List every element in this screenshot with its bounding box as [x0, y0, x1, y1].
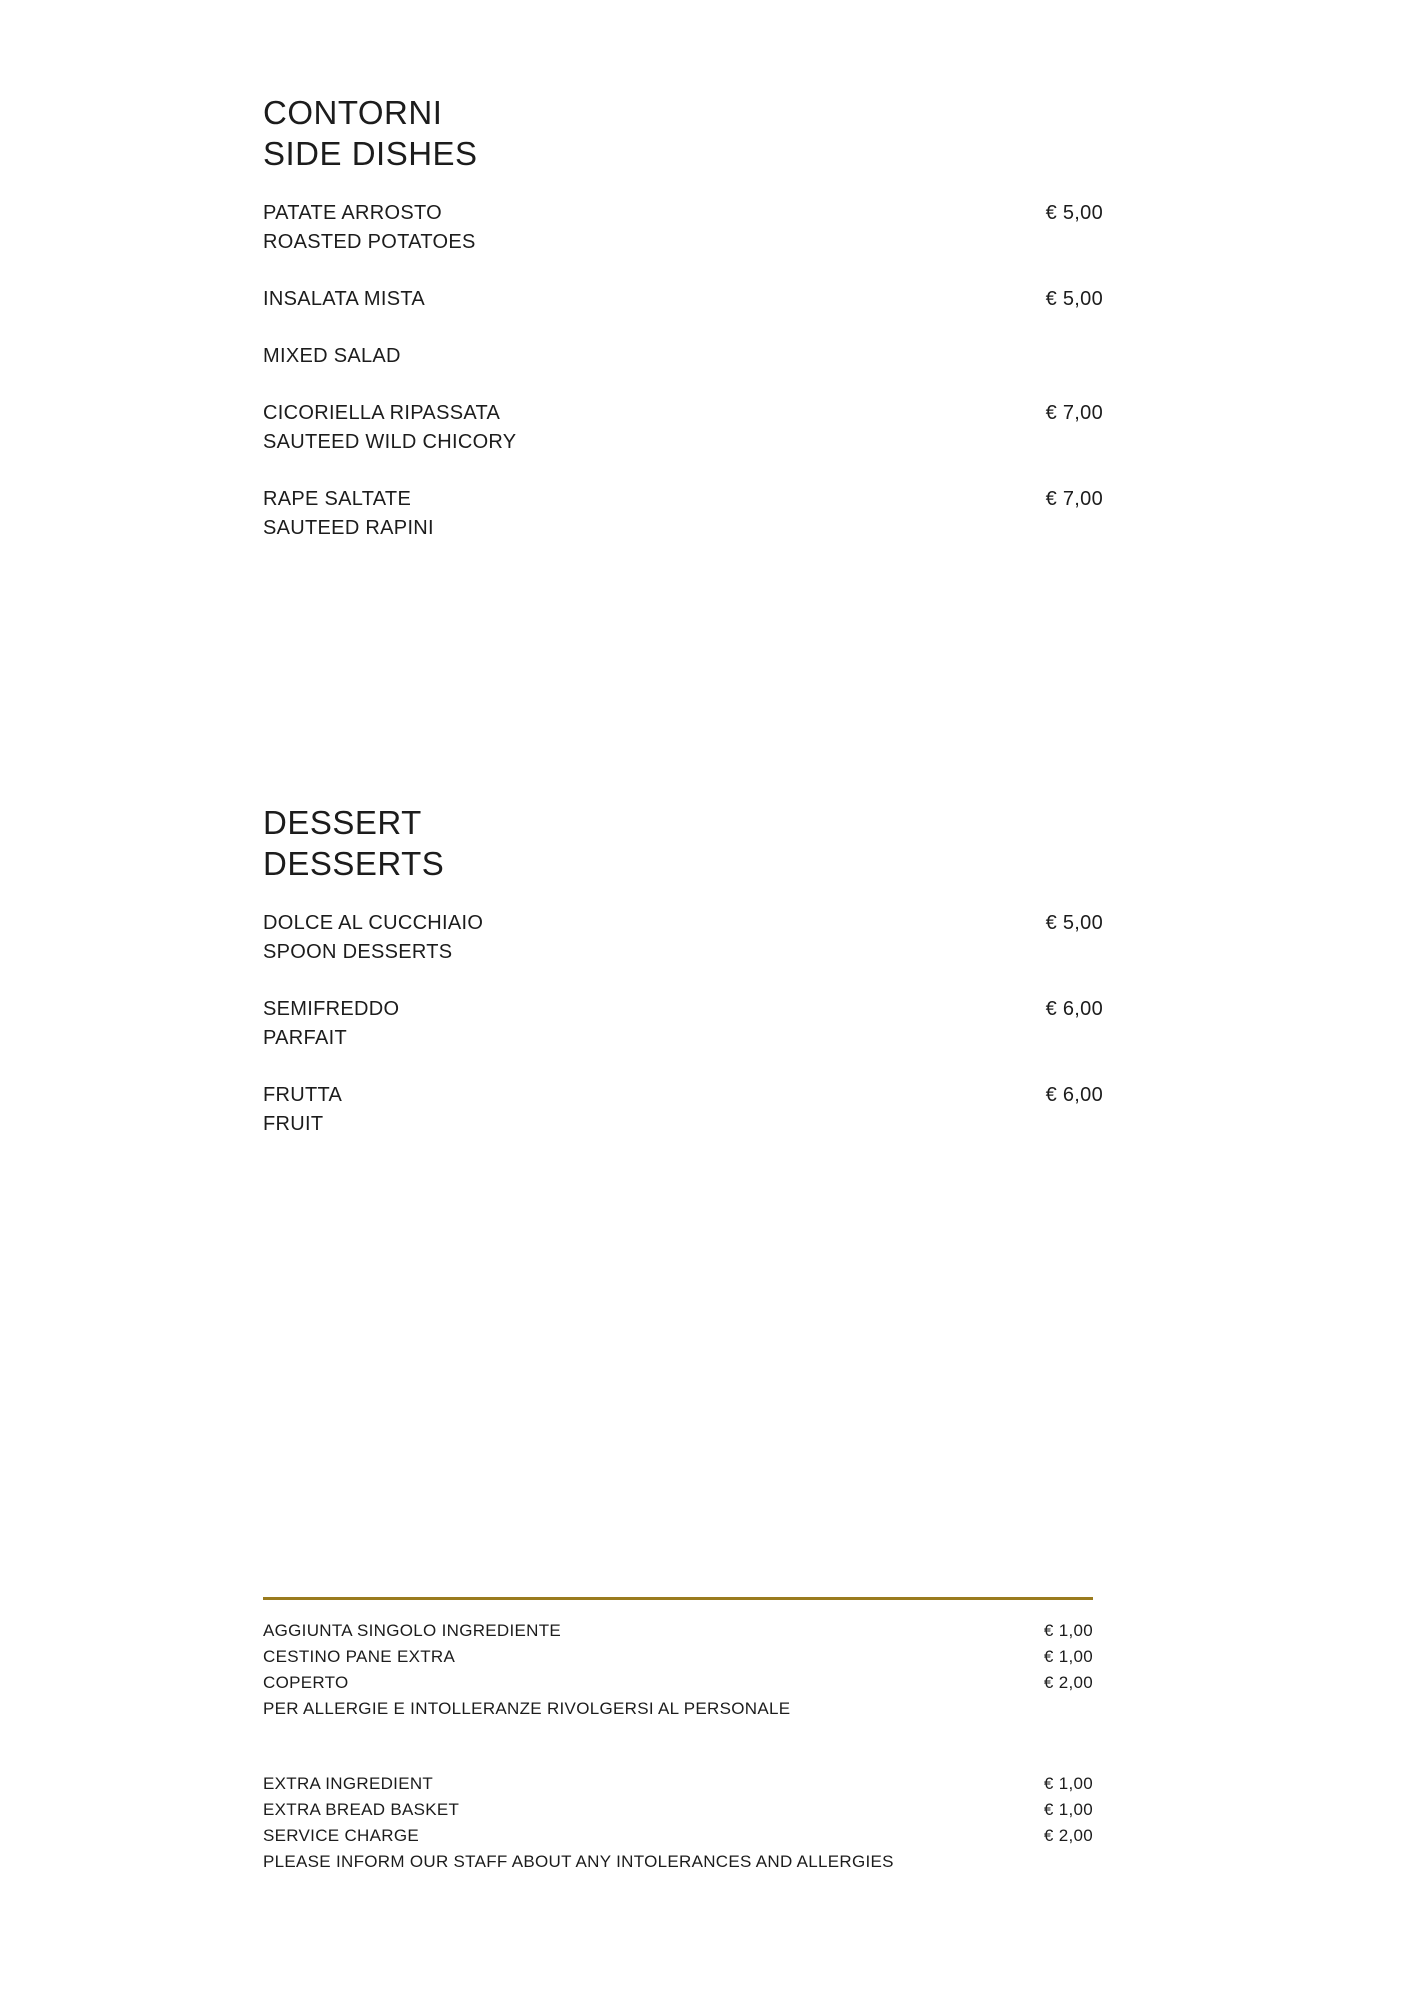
footer-label: EXTRA BREAD BASKET: [263, 1800, 460, 1819]
side-dishes-section: [263, 92, 1103, 539]
item-name-english: ROASTED POTATOES: [263, 231, 476, 253]
footer-label: SERVICE CHARGE: [263, 1826, 419, 1845]
item-name-italian: SEMIFREDDO: [263, 998, 400, 1020]
item-name-italian: PATATE ARROSTO: [263, 202, 443, 224]
item-name-english: FRUIT: [263, 1113, 324, 1135]
footer-row: [263, 1670, 1093, 1696]
section-title-english: SIDE DISHES: [263, 135, 478, 172]
menu-item: [263, 485, 1103, 543]
menu-item: [263, 1081, 1103, 1139]
item-name-italian: CICORIELLA RIPASSATA: [263, 402, 501, 424]
item-name-english: PARFAIT: [263, 1027, 347, 1049]
item-price: € 5,00: [1045, 288, 1103, 310]
footer-label: CESTINO PANE EXTRA: [263, 1647, 456, 1666]
item-price: € 6,00: [1045, 998, 1103, 1020]
section-title-italian: CONTORNI: [263, 94, 443, 131]
footer-price: € 2,00: [1043, 1826, 1093, 1845]
item-name-italian: RAPE SALTATE: [263, 488, 412, 510]
item-name-english: SAUTEED RAPINI: [263, 517, 434, 539]
footer-row: [263, 1771, 1093, 1797]
footer-label: AGGIUNTA SINGOLO INGREDIENTE: [263, 1621, 562, 1640]
desserts-section: [263, 802, 1103, 1135]
item-price: € 5,00: [1045, 912, 1103, 934]
footer-row: [263, 1644, 1093, 1670]
footer-label: COPERTO: [263, 1673, 349, 1692]
footer-label: EXTRA INGREDIENT: [263, 1774, 434, 1793]
item-name-italian: INSALATA MISTA: [263, 288, 426, 310]
allergy-note: PLEASE INFORM OUR STAFF ABOUT ANY INTOLERANCES AND ALLERGIES: [263, 1852, 894, 1871]
footer-english: [263, 1771, 1093, 1875]
menu-item: [263, 199, 1103, 257]
footer-price: € 2,00: [1043, 1673, 1093, 1692]
footer-price: € 1,00: [1043, 1800, 1093, 1819]
menu-item: [263, 909, 1103, 967]
footer-row: [263, 1797, 1093, 1823]
item-price: € 7,00: [1045, 402, 1103, 424]
footer-italian: [263, 1618, 1093, 1722]
item-name-italian: FRUTTA: [263, 1084, 343, 1106]
footer-price: € 1,00: [1043, 1647, 1093, 1666]
item-name-english: SPOON DESSERTS: [263, 941, 453, 963]
item-name-italian: DOLCE AL CUCCHIAIO: [263, 912, 484, 934]
footer-price: € 1,00: [1043, 1621, 1093, 1640]
item-name-english: MIXED SALAD: [263, 345, 401, 367]
menu-item: [263, 995, 1103, 1053]
allergy-note: PER ALLERGIE E INTOLLERANZE RIVOLGERSI AL PERSONALE: [263, 1699, 791, 1718]
item-name-english: SAUTEED WILD CHICORY: [263, 431, 517, 453]
footer-divider: [263, 1597, 1093, 1600]
menu-item: [263, 399, 1103, 457]
item-price: € 6,00: [1045, 1084, 1103, 1106]
item-price: € 7,00: [1045, 488, 1103, 510]
section-title-italian: DESSERT: [263, 804, 422, 841]
section-title-english: DESSERTS: [263, 845, 445, 882]
footer-row: [263, 1823, 1093, 1849]
footer-row: [263, 1618, 1093, 1644]
item-price: € 5,00: [1045, 202, 1103, 224]
menu-item: [263, 285, 1103, 371]
footer-price: € 1,00: [1043, 1774, 1093, 1793]
